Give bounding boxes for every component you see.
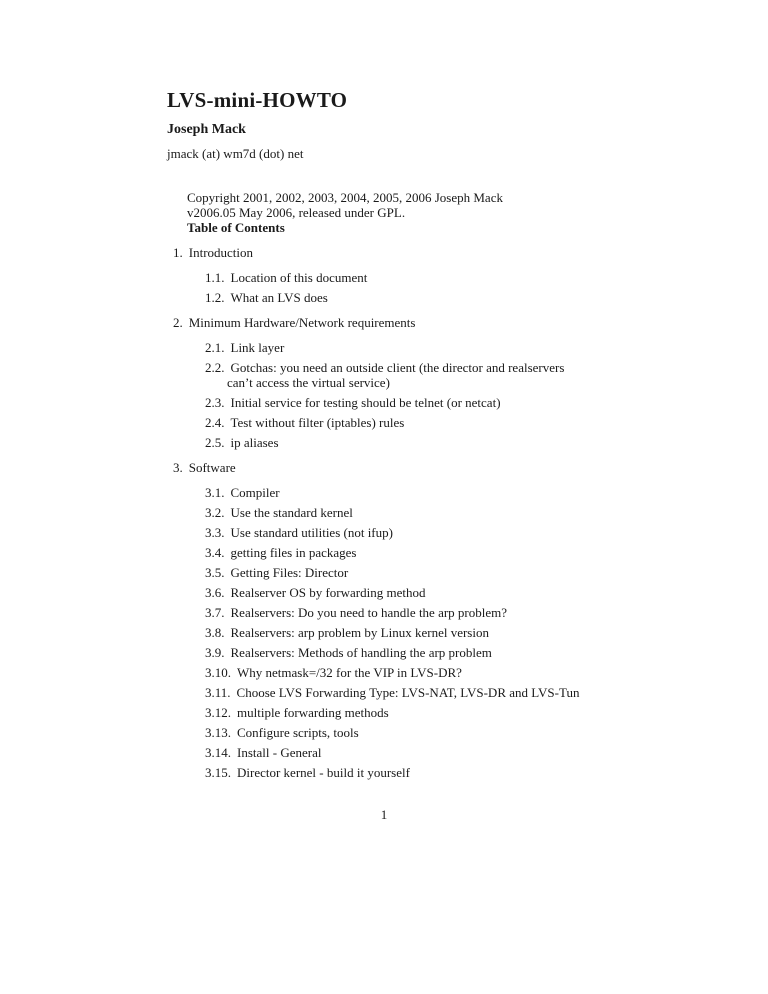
toc-label: Gotchas: you need an outside client (the director and realservers: [230, 360, 565, 375]
toc-label: Realservers: Methods of handling the arp problem: [230, 645, 492, 660]
toc-number: 2.5.: [205, 435, 225, 450]
toc-entry[interactable]: [205, 745, 321, 761]
toc-entry[interactable]: [205, 725, 359, 741]
toc-number: 3.8.: [205, 625, 225, 640]
toc-label: Compiler: [230, 485, 280, 500]
toc-label: multiple forwarding methods: [237, 705, 389, 720]
toc-entry[interactable]: [205, 395, 501, 411]
copyright-line: Copyright 2001, 2002, 2003, 2004, 2005, 2006 Joseph Mack: [187, 190, 503, 205]
author-email: jmack (at) wm7d (dot) net: [167, 146, 304, 161]
toc-label: Configure scripts, tools: [237, 725, 359, 740]
toc-label: Introduction: [188, 245, 254, 260]
toc-entry[interactable]: [205, 360, 564, 376]
toc-label: Install - General: [237, 745, 322, 760]
toc-entry[interactable]: [205, 705, 389, 721]
toc-entry[interactable]: [205, 415, 404, 431]
toc-number: 3.1.: [205, 485, 225, 500]
toc-entry[interactable]: [205, 585, 425, 601]
toc-entry-continuation[interactable]: [227, 375, 390, 391]
document-title: LVS-mini-HOWTO: [167, 88, 348, 112]
toc-entry[interactable]: [205, 765, 410, 781]
toc-label: Choose LVS Forwarding Type: LVS-NAT, LVS-DR and LVS-Tun: [236, 685, 580, 700]
toc-entry[interactable]: [173, 315, 415, 331]
toc-number: 1.1.: [205, 270, 225, 285]
toc-entry[interactable]: [205, 605, 507, 621]
toc-entry[interactable]: [173, 245, 253, 261]
toc-label: Why netmask=/32 for the VIP in LVS-DR?: [237, 665, 462, 680]
document-author: Joseph Mack: [167, 122, 246, 137]
toc-label: Location of this document: [230, 270, 368, 285]
toc-number: 3.7.: [205, 605, 225, 620]
toc-entry[interactable]: [205, 435, 279, 451]
toc-number: 3.6.: [205, 585, 225, 600]
toc-entry[interactable]: [205, 485, 280, 501]
toc-label: Director kernel - build it yourself: [237, 765, 410, 780]
toc-number: 3.12.: [205, 705, 231, 720]
toc-number: 3.4.: [205, 545, 225, 560]
toc-label: Realserver OS by forwarding method: [230, 585, 426, 600]
toc-number: 3.3.: [205, 525, 225, 540]
toc-number: 3.15.: [205, 765, 231, 780]
toc-number: 3.13.: [205, 725, 231, 740]
toc-number: 3.9.: [205, 645, 225, 660]
toc-label: Software: [188, 460, 236, 475]
toc-entry[interactable]: [173, 460, 236, 476]
toc-label: Realservers: Do you need to handle the arp problem?: [230, 605, 508, 620]
page-number: 1: [380, 807, 388, 822]
toc-label: Getting Files: Director: [230, 565, 349, 580]
toc-number: 2.1.: [205, 340, 225, 355]
toc-label: Use standard utilities (not ifup): [230, 525, 393, 540]
toc-label: Minimum Hardware/Network requirements: [188, 315, 416, 330]
toc-entry[interactable]: [205, 645, 492, 661]
toc-entry[interactable]: [205, 625, 489, 641]
toc-number: 2.4.: [205, 415, 225, 430]
toc-label: Realservers: arp problem by Linux kernel version: [230, 625, 489, 640]
toc-entry[interactable]: [205, 565, 348, 581]
toc-entry[interactable]: [205, 525, 393, 541]
toc-number: 1.: [173, 245, 183, 260]
toc-label: Test without filter (iptables) rules: [230, 415, 405, 430]
toc-entry[interactable]: [205, 505, 353, 521]
toc-number: 1.2.: [205, 290, 225, 305]
toc-entry[interactable]: [205, 545, 357, 561]
toc-number: 3.2.: [205, 505, 225, 520]
toc-number: 3.5.: [205, 565, 225, 580]
toc-label: getting files in packages: [230, 545, 357, 560]
toc-number: 3.11.: [205, 685, 231, 700]
toc-label: Initial service for testing should be telnet (or netcat): [230, 395, 501, 410]
toc-label: What an LVS does: [230, 290, 328, 305]
version-line: v2006.05 May 2006, released under GPL.: [187, 205, 406, 220]
toc-label: ip aliases: [230, 435, 279, 450]
toc-entry[interactable]: [205, 665, 462, 681]
toc-label: can’t access the virtual service): [227, 375, 390, 390]
toc-label: Use the standard kernel: [230, 505, 353, 520]
toc-entry[interactable]: [205, 685, 579, 701]
toc-entry[interactable]: [205, 270, 367, 286]
toc-label: Link layer: [230, 340, 285, 355]
toc-number: 3.: [173, 460, 183, 475]
toc-entry[interactable]: [205, 340, 284, 356]
toc-number: 2.2.: [205, 360, 225, 375]
toc-entry[interactable]: [205, 290, 328, 306]
toc-number: 2.3.: [205, 395, 225, 410]
toc-number: 3.10.: [205, 665, 231, 680]
toc-number: 2.: [173, 315, 183, 330]
toc-number: 3.14.: [205, 745, 231, 760]
toc-heading: Table of Contents: [187, 220, 285, 235]
